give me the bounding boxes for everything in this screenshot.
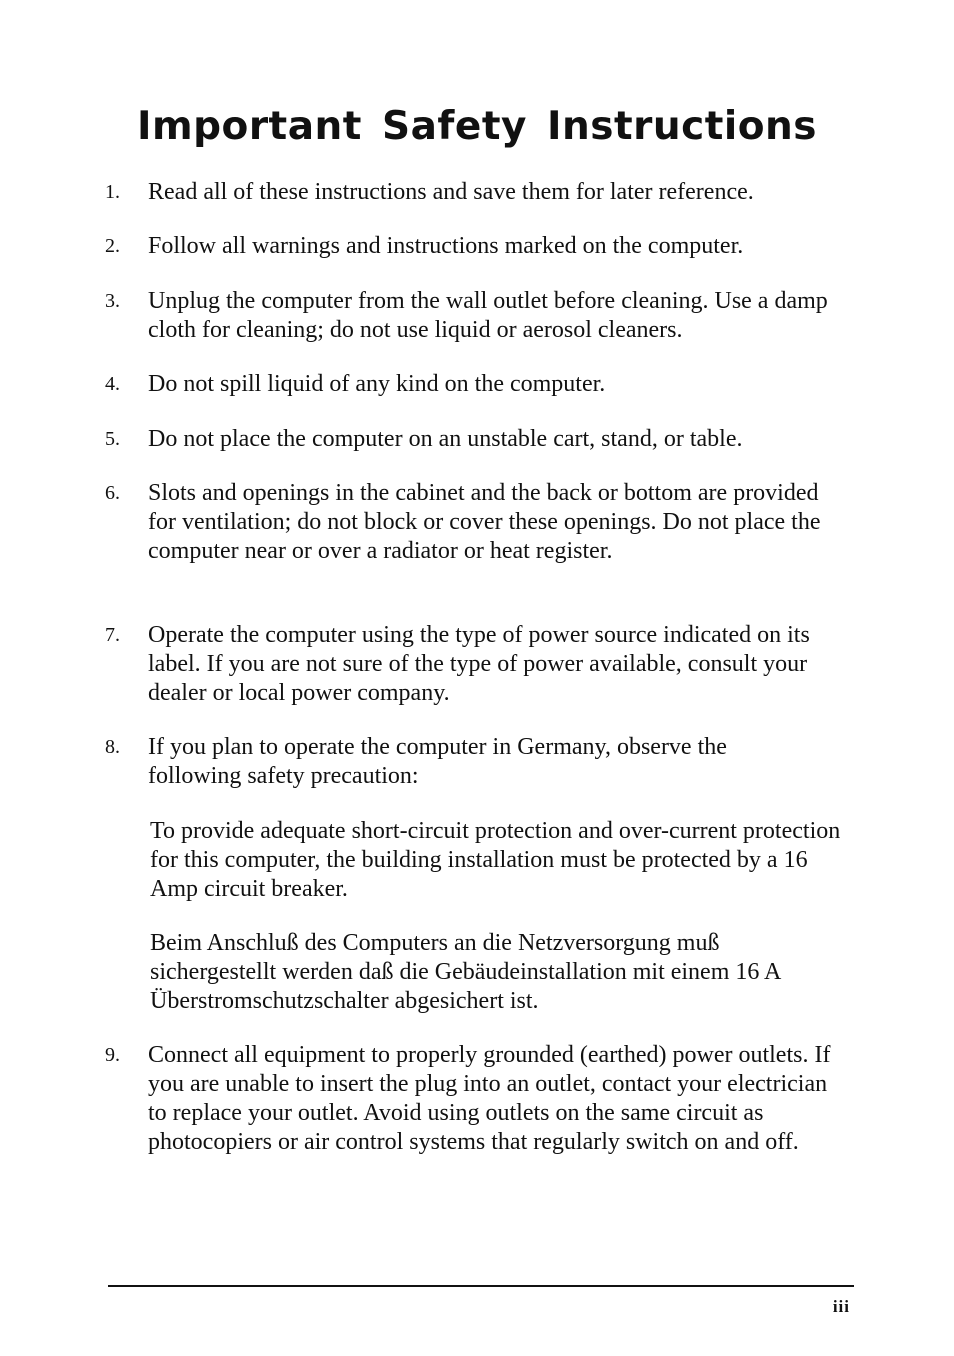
item-text: Slots and openings in the cabinet and the back or bottom are provided for ventilation; do not block or cover these openings. Do not place the computer near or over a radiator or heat register.	[148, 480, 821, 564]
item-text: Do not spill liquid of any kind on the computer.	[148, 371, 606, 397]
item-text: If you plan to operate the computer in Germany, observe the following safety precaution:	[148, 734, 727, 789]
item-number: 7.	[105, 624, 120, 646]
item-number: 5.	[105, 428, 120, 450]
item-number: 6.	[105, 482, 120, 504]
item-text: Read all of these instructions and save them for later reference.	[148, 179, 754, 205]
precaution-english: To provide adequate short-circuit protection and over-current protection for this computer, the building installation must be protected by a 16 Amp circuit breaker.	[150, 818, 841, 902]
precaution-german: Beim Anschluß des Computers an die Netzversorgung muß sichergestellt werden daß die Gebäudeinstallation mit einem 16 A Überstromschutzschalter abgesichert ist.	[150, 930, 781, 1014]
footer-rule	[108, 1285, 854, 1287]
item-number: 2.	[105, 235, 120, 257]
item-number: 4.	[105, 373, 120, 395]
item-text: Operate the computer using the type of power source indicated on its label. If you are not sure of the type of power available, consult your dealer or local power company.	[148, 622, 810, 706]
page-number: iii	[832, 1297, 850, 1316]
page-title: Important Safety Instructions	[136, 104, 818, 149]
item-text: Do not place the computer on an unstable cart, stand, or table.	[148, 426, 743, 452]
item-number: 9.	[105, 1044, 120, 1066]
item-number: 3.	[105, 290, 120, 312]
item-text: Connect all equipment to properly grounded (earthed) power outlets. If you are unable to insert the plug into an outlet, contact your electrician to replace your outlet. Avoid using outlets on the same circuit as photocopiers or air control systems that regularly switch on and off.	[148, 1042, 831, 1155]
item-text: Follow all warnings and instructions marked on the computer.	[148, 233, 744, 259]
item-text: Unplug the computer from the wall outlet before cleaning. Use a damp cloth for cleaning; do not use liquid or aerosol cleaners.	[148, 288, 828, 343]
item-number: 1.	[105, 181, 120, 203]
item-number: 8.	[105, 736, 120, 758]
